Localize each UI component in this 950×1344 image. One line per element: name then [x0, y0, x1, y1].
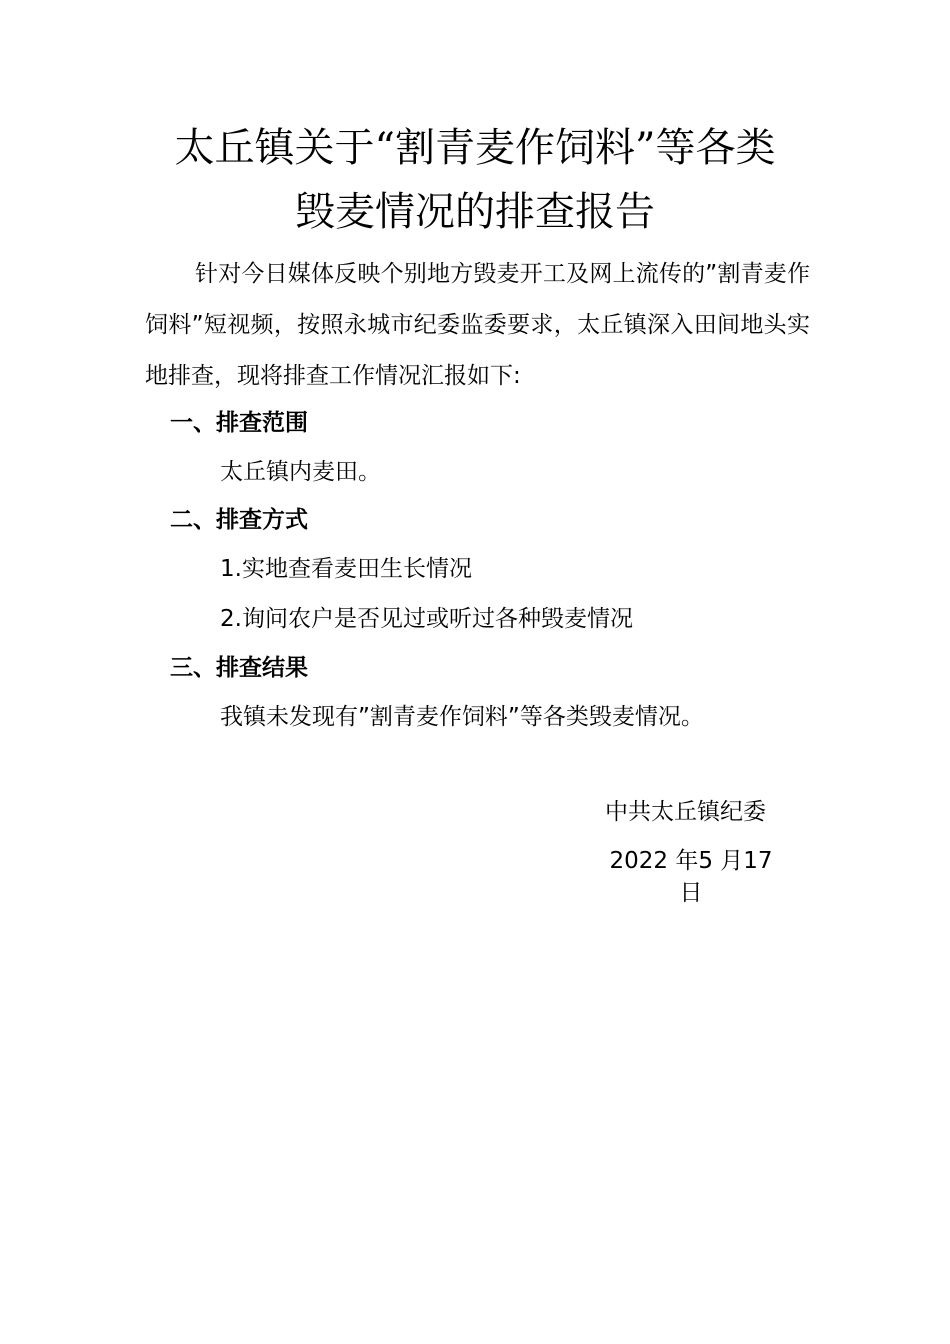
- intro-paragraph: 针对今日媒体反映个别地方毁麦开工及网上流传的”割青麦作饲料”短视频，按照永城市纪委监委要求，太丘镇深入田间地头实地排查，现将排查工作情况汇报如下:: [145, 261, 810, 389]
- signature-date: 2022 年5 月17 日: [609, 848, 773, 906]
- section-item-result-1: 我镇未发现有”割青麦作饲料”等各类毁麦情况。: [220, 704, 704, 730]
- document-title-line-1: 太丘镇关于“割青麦作饲料”等各类: [174, 125, 776, 171]
- section-item-method-1: 1.实地查看麦田生长情况: [220, 556, 472, 582]
- section-heading-method: 二、排查方式: [170, 507, 308, 533]
- signature-organization: 中共太丘镇纪委: [605, 799, 766, 825]
- section-heading-scope: 一、排查范围: [170, 410, 308, 436]
- section-heading-result: 三、排查结果: [170, 655, 308, 681]
- section-item-method-2: 2.询问农户是否见过或听过各种毁麦情况: [220, 606, 633, 632]
- section-item-scope-1: 太丘镇内麦田。: [220, 459, 381, 485]
- document-title-line-2: 毁麦情况的排查报告: [295, 189, 655, 235]
